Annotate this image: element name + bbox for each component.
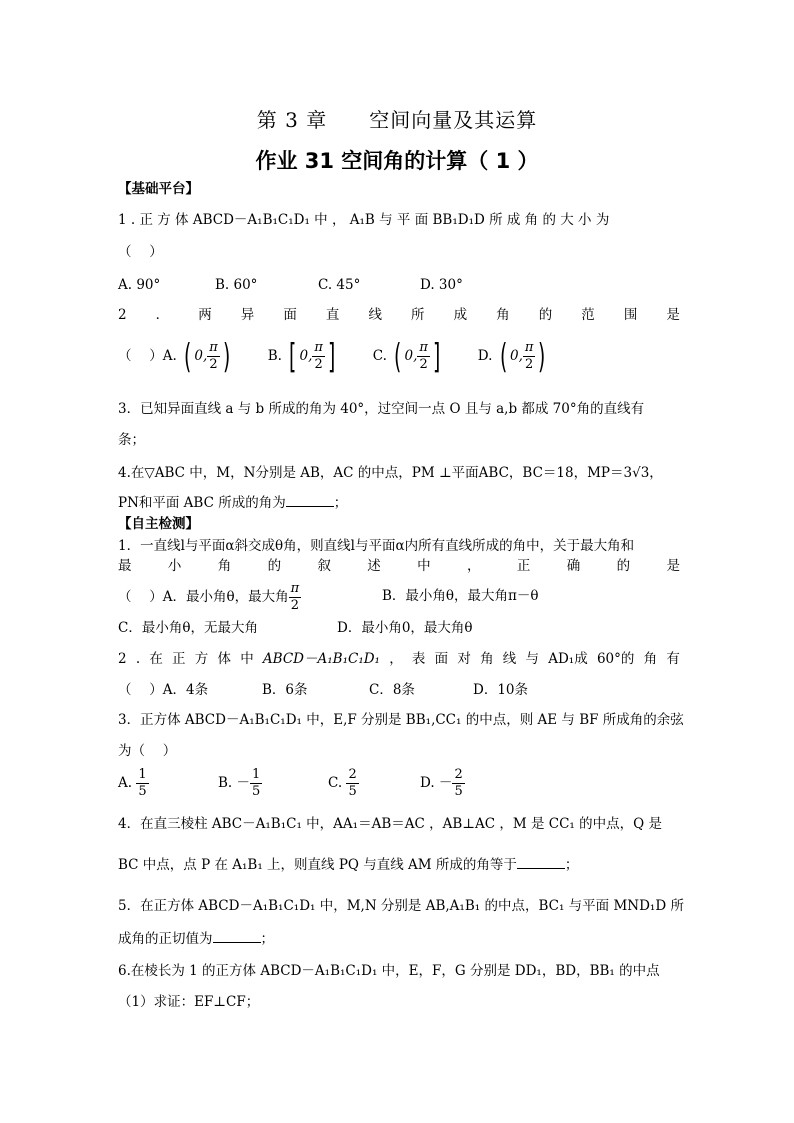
- basic-q2-options: （ ）A. ( 0, $\frac{\pi}{2}$ ) B. [ 0, $\frac{\pi}{2}$ ] C. ( 0, $\frac{\pi}{2}$ ] D. ( 0, $\frac{\pi}{2}$ ): [118, 336, 546, 377]
- section-self: 【自主检测】: [118, 516, 199, 532]
- basic-q1-opt-c: C. 45°: [318, 277, 361, 293]
- self-q2-opt-d: D．10条: [473, 682, 529, 698]
- self-q1-line2: 最 小 角 的 叙 述 中 ， 正 确 的 是: [118, 558, 680, 574]
- self-q2-opt-a: （ ）A．4条: [118, 682, 209, 698]
- self-q3-opt-b: B. － $\frac{1}{5}$: [218, 767, 261, 799]
- self-q3-opt-a: A. $\frac{1}{5}$: [118, 767, 147, 799]
- basic-q3-line1: 3．已知异面直线 a 与 b 所成的角为 40°，过空间一点 O 且与 a,b 都成 70°角的直线有: [118, 401, 645, 417]
- self-q5-line1: 5．在正方体 ABCD－A₁B₁C₁D₁ 中，M,N 分别是 AB,A₁B₁ 的中点，BC₁ 与平面 MND₁D 所: [118, 898, 684, 914]
- chapter-title: 第 3 章 空间向量及其运算: [256, 108, 538, 132]
- self-q1-line1: 1．一直线l与平面α斜交成θ角，则直线l与平面α内所有直线所成的角中，关于最大角和: [118, 538, 635, 554]
- self-q6-line2: （1）求证：EF⊥CF；: [118, 994, 260, 1010]
- self-q3-line1: 3．正方体 ABCD－A₁B₁C₁D₁ 中，E,F 分别是 BB₁,CC₁ 的中点，则 AE 与 BF 所成角的余弦: [118, 712, 684, 728]
- basic-q1-stem: 1 . 正 方 体 ABCD－A₁B₁C₁D₁ 中 ， A₁B 与 平 面 BB₁D₁D 所 成 角 的 大 小 为: [118, 212, 610, 228]
- assignment-title: 作业 31 空间角的计算（ 1 ）: [255, 149, 539, 173]
- self-q4-line1: 4．在直三棱柱 ABC－A₁B₁C₁ 中，AA₁＝AB＝AC ，AB⊥AC ，M 是 CC₁ 的中点，Q 是: [118, 816, 662, 832]
- basic-q1-opt-b: B. 60°: [215, 277, 258, 293]
- basic-q3-line2: 条；: [118, 432, 145, 448]
- answer-blank: [517, 856, 565, 869]
- answer-blank: [286, 494, 334, 507]
- self-q1-opt-d: D．最小角0，最大角θ: [337, 620, 473, 636]
- self-q1-opt-a: （ ）A．最小角θ，最大角 $\frac{\pi}{2}$: [118, 581, 300, 613]
- answer-blank: [213, 930, 261, 943]
- self-q3-opt-d: D. － $\frac{2}{5}$: [420, 767, 463, 799]
- basic-q1-paren: （ ）: [118, 244, 163, 260]
- basic-q2-stem: 2 ． 两 异 面 直 线 所 成 角 的 范 围 是: [118, 307, 680, 323]
- basic-q4-line2: PN和平面 ABC 所成的角为 ；: [118, 495, 348, 511]
- self-q5-line2: 成角的正切值为 ；: [118, 931, 274, 947]
- self-q3-opt-c: C. $\frac{2}{5}$: [328, 767, 357, 799]
- self-q4-line2: BC 中点，点 P 在 A₁B₁ 上，则直线 PQ 与直线 AM 所成的角等于 ；: [118, 857, 579, 873]
- self-q3-line2: 为（ ）: [118, 743, 177, 759]
- self-q1-opt-c: C．最小角θ，无最大角: [118, 620, 258, 636]
- self-q1-opt-b: B．最小角θ，最大角π－θ: [382, 588, 539, 604]
- section-basic: 【基础平台】: [118, 181, 199, 197]
- self-q2-opt-c: C．8条: [369, 682, 415, 698]
- self-q2-line1: 2 . 在 正 方 体 中 ABCD－A₁B₁C₁D₁ ， 表 面 对 角 线 与 AD₁成 60°的 角 有: [118, 651, 680, 667]
- self-q2-opt-b: B．6条: [262, 682, 308, 698]
- self-q6-line1: 6.在棱长为 1 的正方体 ABCD－A₁B₁C₁D₁ 中，E，F，G 分别是 DD₁，BD，BB₁ 的中点: [118, 963, 660, 979]
- basic-q1-opt-a: A. 90°: [118, 277, 161, 293]
- basic-q4-line1: 4.在▽ABC 中，M，N分别是 AB，AC 的中点，PM ⊥平面ABC，BC＝18，MP＝3√3，: [118, 465, 663, 481]
- basic-q1-opt-d: D. 30°: [420, 277, 463, 293]
